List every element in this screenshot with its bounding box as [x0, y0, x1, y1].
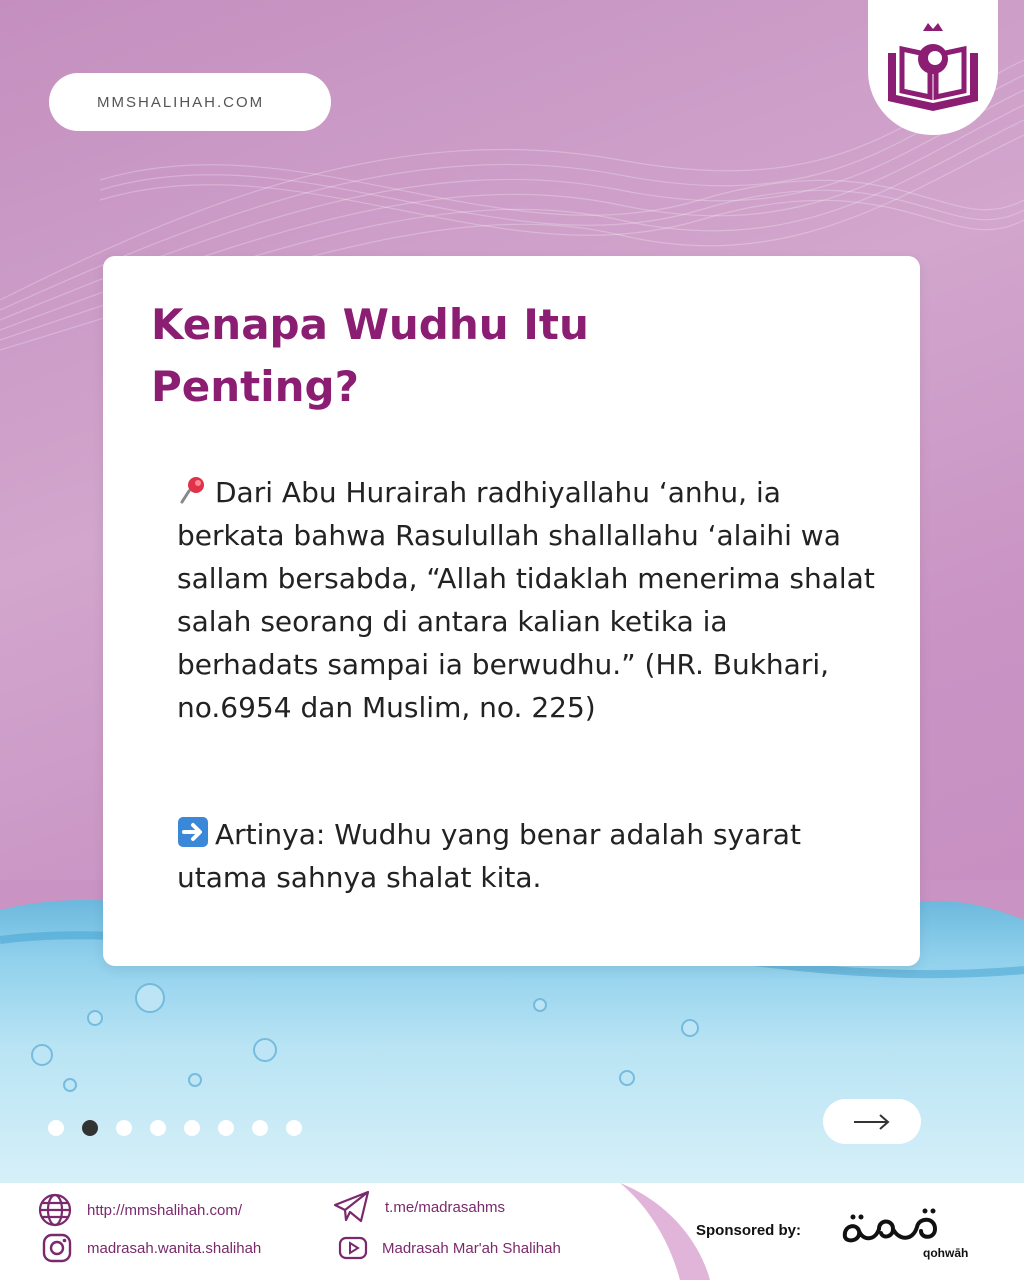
pagination-dot[interactable] — [82, 1120, 98, 1136]
pagination-dots — [48, 1120, 302, 1136]
telegram-icon — [333, 1190, 371, 1224]
website-text: http://mmshalihah.com/ — [87, 1201, 243, 1219]
pushpin-icon — [177, 474, 209, 506]
next-button[interactable] — [823, 1099, 921, 1144]
pagination-dot[interactable] — [48, 1120, 64, 1136]
pagination-dot[interactable] — [218, 1120, 234, 1136]
footer-swoosh-decoration — [560, 1183, 710, 1280]
telegram-text: t.me/madrasahms — [385, 1198, 506, 1216]
instagram-icon — [41, 1232, 73, 1264]
sponsored-label: Sponsored by: — [696, 1222, 802, 1239]
youtube-text: Madrasah Mar'ah Shalihah — [382, 1239, 561, 1257]
footer-youtube-link[interactable] — [338, 1235, 561, 1261]
footer-instagram-link[interactable] — [41, 1232, 261, 1264]
hadith-text: Dari Abu Hurairah radhiyallahu ‘anhu, ia berkata bahwa Rasulullah shallallahu ‘alaihi wa sallam bersabda, “Allah tidaklah menerima shalat salah seorang di antara kalian ketika ia berhadats sampai ia berwudhu.” (HR. Bukhari, no.6954 dan Muslim, no. 225) — [177, 476, 875, 724]
qohwah-arabic-logo-icon — [835, 1197, 975, 1263]
arrow-right-icon — [852, 1112, 892, 1132]
pagination-dot[interactable] — [286, 1120, 302, 1136]
content-card — [103, 256, 920, 966]
youtube-icon — [338, 1235, 368, 1261]
footer-telegram-link[interactable] — [333, 1190, 505, 1224]
qohwah-logo — [835, 1197, 975, 1263]
footer-website-link[interactable] — [37, 1192, 242, 1228]
instagram-text: madrasah.wanita.shalihah — [87, 1239, 262, 1257]
meaning-text: Artinya: Wudhu yang benar adalah syarat utama sahnya shalat kita. — [177, 818, 801, 894]
title-line-1: Kenapa Wudhu Itu — [151, 300, 589, 349]
pagination-dot[interactable] — [252, 1120, 268, 1136]
meaning-paragraph — [177, 813, 877, 899]
open-book-logo-icon — [878, 13, 988, 113]
card-title — [151, 294, 751, 418]
right-arrow-icon — [177, 816, 209, 848]
hadith-paragraph — [177, 471, 877, 729]
title-line-2: Penting? — [151, 362, 359, 411]
globe-icon — [37, 1192, 73, 1228]
pagination-dot[interactable] — [150, 1120, 166, 1136]
pagination-dot[interactable] — [184, 1120, 200, 1136]
brand-logo — [868, 0, 998, 135]
site-url-pill[interactable] — [49, 73, 331, 131]
sponsor-name: qohwāh — [923, 1246, 969, 1260]
site-url-label: MMSHALIHAH.COM — [97, 93, 265, 111]
pagination-dot[interactable] — [116, 1120, 132, 1136]
